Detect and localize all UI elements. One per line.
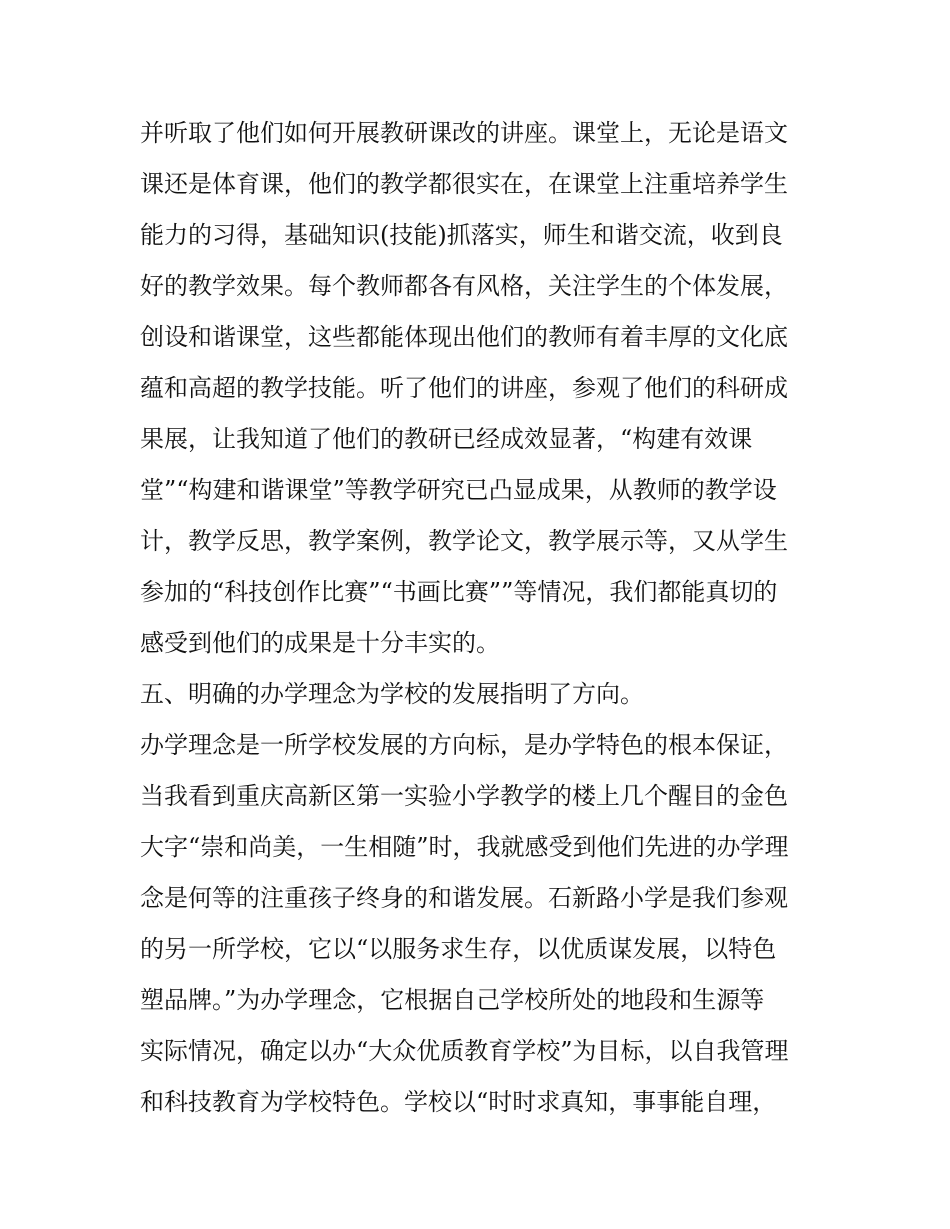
text-line: 蕴和高超的教学技能。听了他们的讲座，参观了他们的科研成: [140, 374, 788, 402]
text-line: 课还是体育课，他们的教学都很实在，在课堂上注重培养学生: [140, 170, 788, 198]
text-line: 感受到他们的成果是十分丰实的。: [140, 629, 500, 657]
text-line: 大字“崇和尚美，一生相随”时，我就感受到他们先进的办学理: [140, 833, 789, 861]
text-line: 并听取了他们如何开展教研课改的讲座。课堂上，无论是语文: [140, 119, 788, 147]
text-line: 好的教学效果。每个教师都各有风格，关注学生的个体发展，: [140, 272, 788, 300]
body-text: [140, 108, 812, 1128]
text-line: 的另一所学校，它以“以服务求生存，以优质谋发展，以特色: [140, 935, 777, 963]
text-line: 创设和谐课堂，这些都能体现出他们的教师有着丰厚的文化底: [140, 323, 788, 351]
text-line: 办学理念是一所学校发展的方向标，是办学特色的根本保证，: [140, 731, 788, 759]
text-line: 参加的“科技创作比赛”“书画比赛””等情况，我们都能真切的: [140, 578, 778, 606]
text-line: 果展，让我知道了他们的教研已经成效显著，“构建有效课: [140, 425, 753, 453]
section-heading: 五、明确的办学理念为学校的发展指明了方向。: [140, 680, 644, 708]
text-line: 塑品牌。”为办学理念，它根据自己学校所处的地段和生源等: [140, 986, 765, 1014]
text-line: 实际情况，确定以办“大众优质教育学校”为目标，以自我管理: [140, 1037, 789, 1065]
text-line: 能力的习得，基础知识(技能)抓落实，师生和谐交流，收到良: [140, 221, 783, 249]
text-line: 念是何等的注重孩子终身的和谐发展。石新路小学是我们参观: [140, 884, 788, 912]
text-line: 和科技教育为学校特色。学校以“时时求真知，事事能自理，: [140, 1088, 777, 1116]
text-line: 堂”“构建和谐课堂”等教学研究已凸显成果，从教师的教学设: [140, 476, 777, 504]
text-line: 计，教学反思，教学案例，教学论文，教学展示等，又从学生: [140, 527, 788, 555]
text-line: 当我看到重庆高新区第一实验小学教学的楼上几个醒目的金色: [140, 782, 788, 810]
